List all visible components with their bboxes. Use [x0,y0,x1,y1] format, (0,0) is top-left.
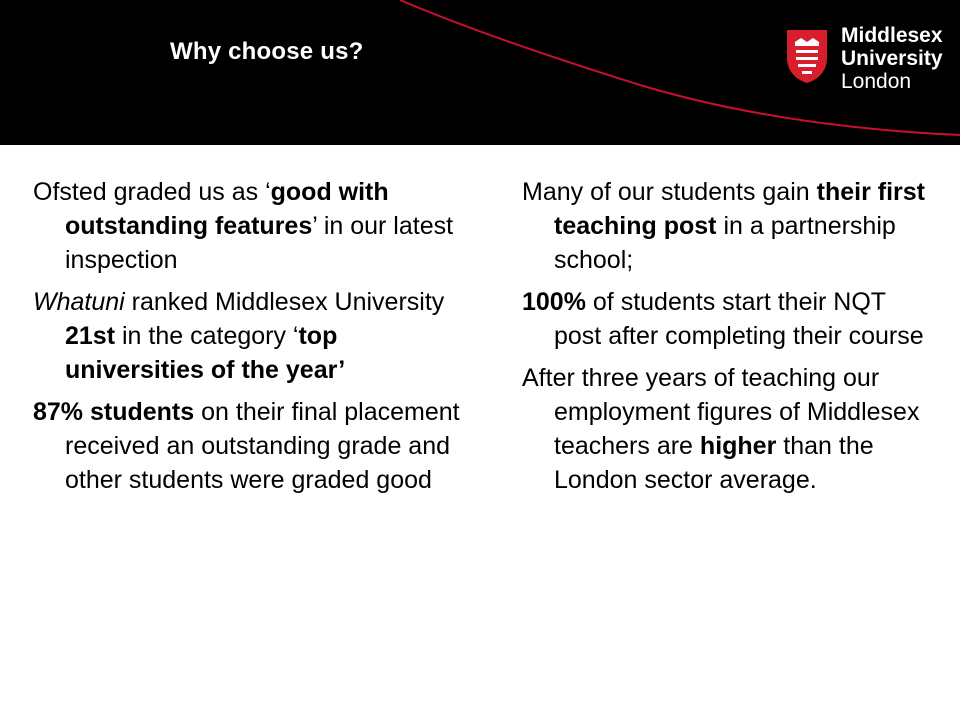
right-column [522,175,937,505]
emphasis-text: 100% [522,288,586,316]
text-run: of students start their NQT post after completing their course [554,288,924,350]
shield-crest-icon [785,28,829,84]
ofsted-paragraph [33,175,473,277]
logo-line-3: London [841,70,912,93]
nqt-paragraph [522,285,937,353]
emphasis-text: top universities of the year’ [65,322,346,384]
logo-line-2: University [841,47,943,70]
left-column [33,175,473,505]
teaching-post-paragraph [522,175,937,277]
text-run: ’ in our latest inspection [65,212,454,274]
university-logo [785,22,945,100]
logo-wordmark [841,24,943,93]
placement-paragraph [33,395,473,497]
logo-line-1: Middlesex [841,24,943,47]
text-run: in the category ‘ [115,322,299,350]
text-run: Ofsted graded us as ‘ [33,178,271,206]
text-run: Many of our students gain [522,178,817,206]
whatuni-paragraph [33,285,473,387]
text-run: than the London sector average. [554,432,874,494]
text-run: After three years of teaching our employment figures of Middlesex teachers are [522,364,920,460]
text-run: on their final placement received an outstanding grade and other students were graded good [65,398,460,494]
emphasis-text: 87% students [33,398,195,426]
emphasis-text: 21st [65,322,116,350]
emphasis-text: good with outstanding features [65,178,389,240]
italic-text: Whatuni [33,288,125,316]
emphasis-text: their first teaching post [554,178,925,240]
employment-paragraph [522,361,937,497]
page-title: Why choose us? [170,38,364,65]
emphasis-text: higher [699,432,777,460]
text-run: in a partnership school; [554,212,896,274]
text-run: ranked Middlesex University [124,288,445,316]
slide-header [0,0,960,145]
